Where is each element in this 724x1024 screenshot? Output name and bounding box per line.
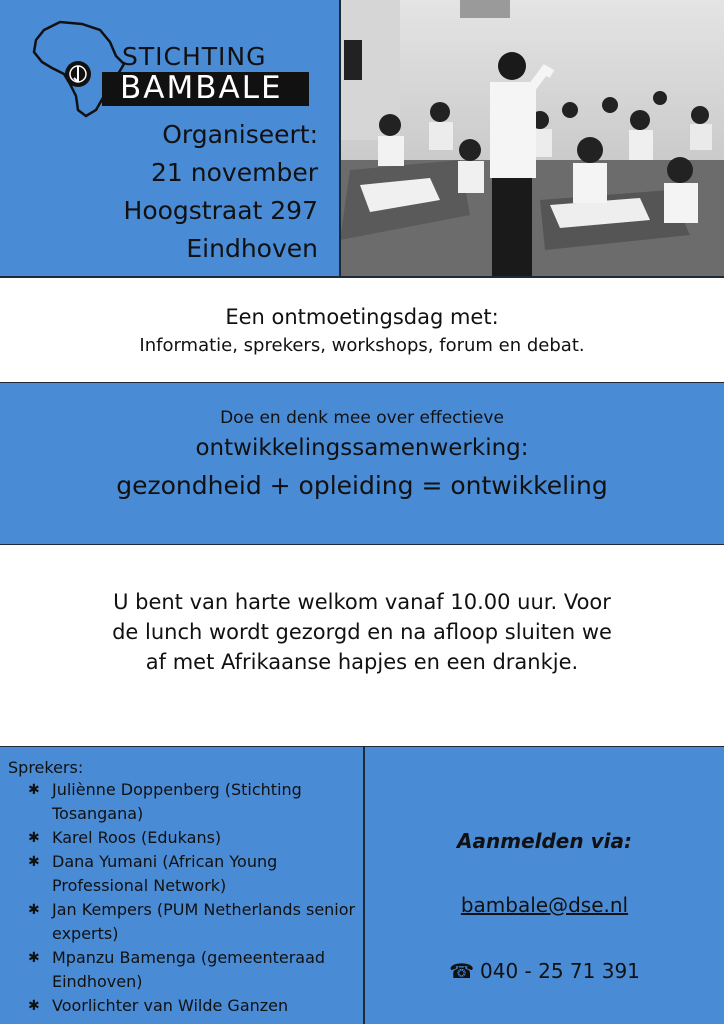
mission-line-3: gezondheid + opleiding = ontwikkeling: [116, 471, 608, 500]
classroom-photo: [340, 0, 724, 276]
speaker-name: Juliènne Doppenberg (Stichting Tosangana): [52, 780, 302, 823]
register-title: Aanmelden via:: [457, 829, 632, 853]
speaker-name: Jan Kempers (PUM Netherlands senior experts): [52, 900, 356, 943]
speaker-name: Dana Yumani (African Young Professional Network): [52, 852, 278, 895]
speaker-name: Voorlichter van Wilde Ganzen: [52, 996, 289, 1015]
speaker-item: [28, 778, 364, 826]
welcome-text: U bent van harte welkom vanaf 10.00 uur. Voor de lunch wordt gezorgd en na afloop sluiten we af met Afrikaanse hapjes en een drankje.: [112, 590, 612, 674]
speaker-item: [28, 946, 364, 994]
speaker-item: [28, 826, 364, 850]
speaker-item: [28, 994, 364, 1018]
speakers-list: [28, 778, 364, 1018]
event-date: 21 november: [151, 158, 318, 187]
mission-section: [0, 383, 724, 544]
intro-subtitle: Informatie, sprekers, workshops, forum en debat.: [139, 335, 585, 356]
photo-divider: [339, 0, 341, 276]
asterisk-bullet-icon: ✱: [28, 950, 40, 966]
asterisk-bullet-icon: ✱: [28, 782, 40, 798]
mission-line-2: ontwikkelingssamenwerking:: [195, 435, 529, 461]
event-info: [124, 116, 318, 268]
speaker-item: [28, 898, 364, 946]
speakers-title: Sprekers:: [8, 758, 84, 777]
asterisk-bullet-icon: ✱: [28, 998, 40, 1014]
welcome-section: [0, 545, 724, 746]
mission-line-1: Doe en denk mee over effectieve: [220, 408, 504, 428]
logo-bambale-text: BAMBALE: [120, 70, 283, 106]
logo-stichting-text: STICHTING: [122, 42, 267, 71]
telephone-icon: ☎: [449, 959, 474, 983]
asterisk-bullet-icon: ✱: [28, 902, 40, 918]
event-city: Eindhoven: [186, 234, 318, 263]
header-panel: [0, 0, 340, 276]
speaker-name: Mpanzu Bamenga (gemeenteraad Eindhoven): [52, 948, 326, 991]
asterisk-bullet-icon: ✱: [28, 854, 40, 870]
register-section: [365, 747, 724, 1024]
logo: [22, 12, 292, 122]
register-phone-number: 040 - 25 71 391: [480, 959, 640, 983]
asterisk-bullet-icon: ✱: [28, 830, 40, 846]
event-organizes: Organiseert:: [162, 120, 318, 149]
register-email-link[interactable]: bambale@dse.nl: [460, 893, 629, 917]
event-address: Hoogstraat 297: [123, 196, 318, 225]
speaker-item: [28, 850, 364, 898]
classroom-photo-image: [340, 0, 724, 276]
register-phone: [365, 959, 724, 983]
intro-section: [0, 278, 724, 382]
intro-title: Een ontmoetingsdag met:: [225, 305, 499, 329]
speaker-name: Karel Roos (Edukans): [52, 828, 222, 847]
speakers-section: [0, 747, 364, 1024]
